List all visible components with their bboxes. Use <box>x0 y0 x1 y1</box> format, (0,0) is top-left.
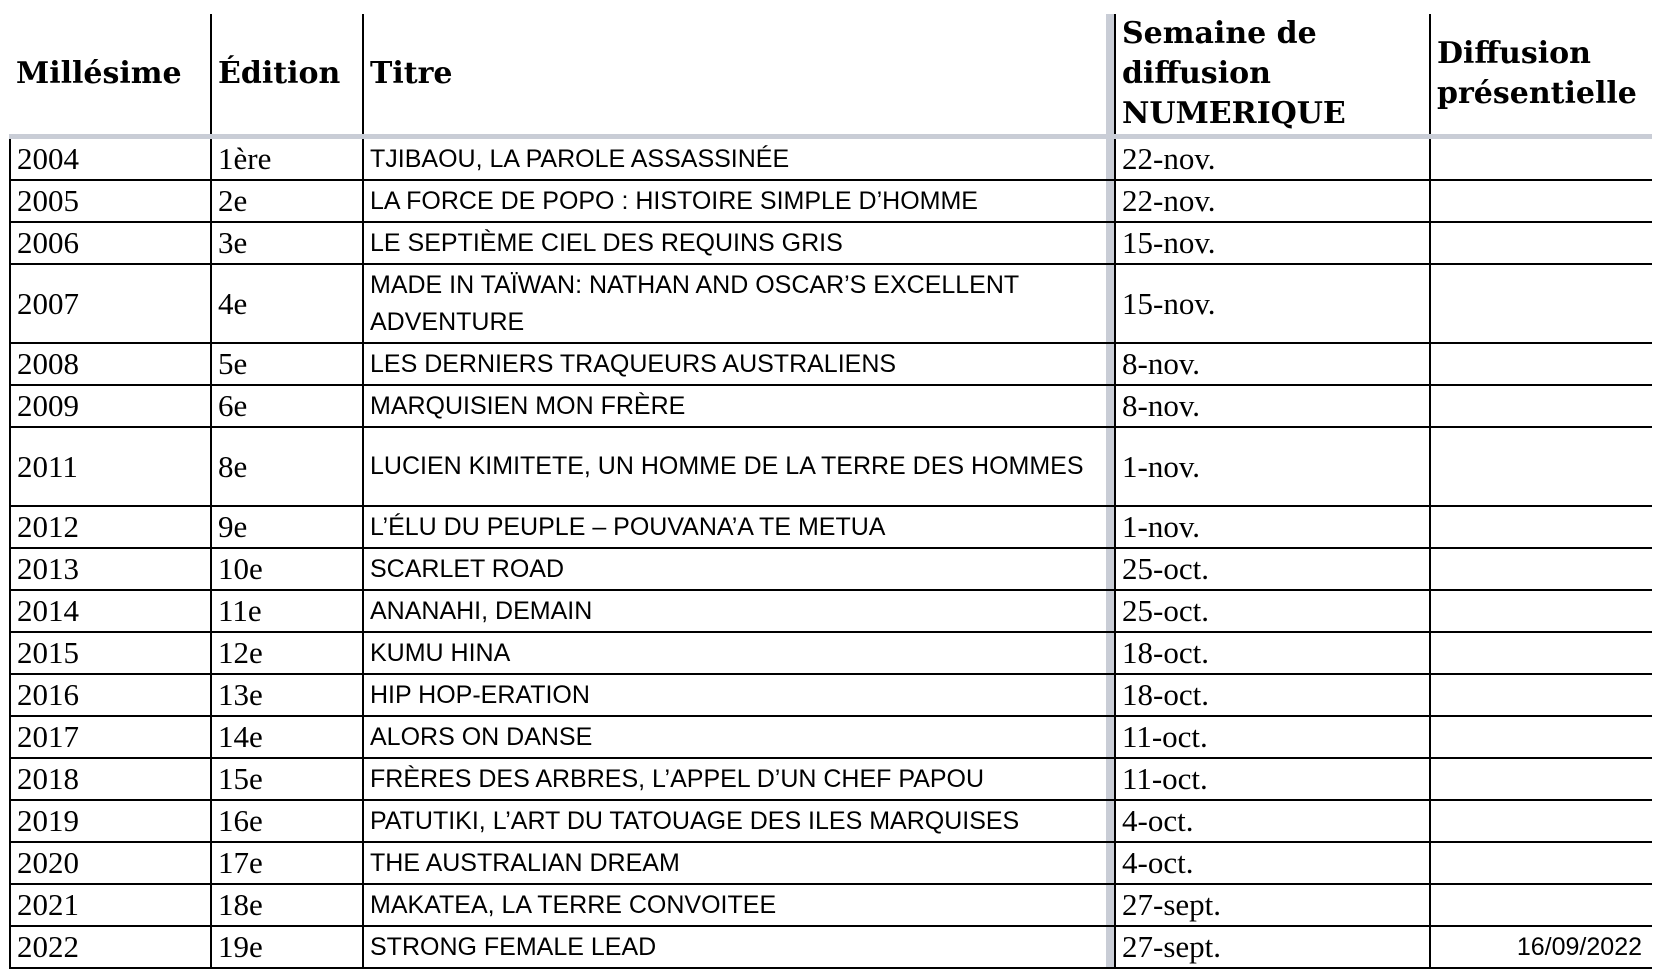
cell-digital-week: 18-oct. <box>1115 674 1430 716</box>
cell-year: 2014 <box>10 590 211 632</box>
cell-title: PATUTIKI, L’ART DU TATOUAGE DES ILES MARQUISES <box>363 800 1107 842</box>
broadcast-table-container <box>9 14 1651 969</box>
column-gap <box>1107 222 1115 264</box>
table-header-row <box>10 14 1652 137</box>
cell-year: 2018 <box>10 758 211 800</box>
cell-title: ANANAHI, DEMAIN <box>363 590 1107 632</box>
cell-edition: 1ère <box>211 137 363 181</box>
cell-year: 2022 <box>10 926 211 968</box>
cell-live-broadcast <box>1430 590 1652 632</box>
cell-live-broadcast <box>1430 674 1652 716</box>
cell-edition: 15e <box>211 758 363 800</box>
cell-edition: 10e <box>211 548 363 590</box>
column-gap <box>1107 716 1115 758</box>
cell-year: 2017 <box>10 716 211 758</box>
column-gap <box>1107 506 1115 548</box>
cell-digital-week: 4-oct. <box>1115 800 1430 842</box>
cell-live-broadcast <box>1430 548 1652 590</box>
cell-year: 2016 <box>10 674 211 716</box>
cell-digital-week: 27-sept. <box>1115 926 1430 968</box>
header-digital-week <box>1115 14 1430 137</box>
cell-title: FRÈRES DES ARBRES, L’APPEL D’UN CHEF PAPOU <box>363 758 1107 800</box>
column-gap <box>1107 14 1115 137</box>
cell-digital-week: 8-nov. <box>1115 385 1430 427</box>
cell-title: LES DERNIERS TRAQUEURS AUSTRALIENS <box>363 343 1107 385</box>
table-row <box>10 590 1652 632</box>
cell-title: LA FORCE DE POPO : HISTOIRE SIMPLE D’HOMME <box>363 180 1107 222</box>
cell-live-broadcast <box>1430 506 1652 548</box>
cell-live-broadcast <box>1430 427 1652 506</box>
cell-year: 2008 <box>10 343 211 385</box>
cell-edition: 6e <box>211 385 363 427</box>
cell-digital-week: 15-nov. <box>1115 264 1430 343</box>
cell-digital-week: 1-nov. <box>1115 427 1430 506</box>
broadcast-schedule-table <box>9 14 1652 969</box>
cell-live-broadcast <box>1430 385 1652 427</box>
header-live-broadcast <box>1430 14 1652 137</box>
table-row <box>10 842 1652 884</box>
cell-year: 2006 <box>10 222 211 264</box>
cell-year: 2007 <box>10 264 211 343</box>
cell-digital-week: 18-oct. <box>1115 632 1430 674</box>
header-digital-week-line1: Semaine de diffusion <box>1122 16 1317 91</box>
table-row <box>10 758 1652 800</box>
table-row <box>10 343 1652 385</box>
cell-live-broadcast <box>1430 758 1652 800</box>
cell-digital-week: 1-nov. <box>1115 506 1430 548</box>
column-gap <box>1107 884 1115 926</box>
cell-title: L’ÉLU DU PEUPLE – POUVANA’A TE METUA <box>363 506 1107 548</box>
column-gap <box>1107 758 1115 800</box>
header-live-broadcast-line2: présentielle <box>1437 76 1637 111</box>
cell-edition: 13e <box>211 674 363 716</box>
table-row <box>10 180 1652 222</box>
cell-year: 2004 <box>10 137 211 181</box>
cell-title: MARQUISIEN MON FRÈRE <box>363 385 1107 427</box>
table-row <box>10 264 1652 343</box>
cell-year: 2013 <box>10 548 211 590</box>
cell-year: 2012 <box>10 506 211 548</box>
cell-digital-week: 27-sept. <box>1115 884 1430 926</box>
table-row <box>10 222 1652 264</box>
cell-title: MAKATEA, LA TERRE CONVOITEE <box>363 884 1107 926</box>
column-gap <box>1107 800 1115 842</box>
cell-digital-week: 25-oct. <box>1115 548 1430 590</box>
header-digital-week-line2: NUMERIQUE <box>1122 96 1346 131</box>
cell-live-broadcast <box>1430 137 1652 181</box>
cell-year: 2019 <box>10 800 211 842</box>
cell-year: 2020 <box>10 842 211 884</box>
table-row <box>10 674 1652 716</box>
cell-edition: 8e <box>211 427 363 506</box>
cell-edition: 9e <box>211 506 363 548</box>
cell-digital-week: 11-oct. <box>1115 758 1430 800</box>
cell-title: HIP HOP-ERATION <box>363 674 1107 716</box>
cell-year: 2011 <box>10 427 211 506</box>
cell-digital-week: 8-nov. <box>1115 343 1430 385</box>
cell-digital-week: 25-oct. <box>1115 590 1430 632</box>
cell-digital-week: 4-oct. <box>1115 842 1430 884</box>
column-gap <box>1107 674 1115 716</box>
cell-title: SCARLET ROAD <box>363 548 1107 590</box>
header-year: Millésime <box>10 14 211 137</box>
cell-digital-week: 22-nov. <box>1115 180 1430 222</box>
cell-year: 2005 <box>10 180 211 222</box>
cell-edition: 17e <box>211 842 363 884</box>
column-gap <box>1107 180 1115 222</box>
table-row <box>10 884 1652 926</box>
cell-edition: 18e <box>211 884 363 926</box>
cell-title: LE SEPTIÈME CIEL DES REQUINS GRIS <box>363 222 1107 264</box>
column-gap <box>1107 427 1115 506</box>
cell-live-broadcast <box>1430 842 1652 884</box>
cell-live-broadcast <box>1430 180 1652 222</box>
column-gap <box>1107 548 1115 590</box>
cell-digital-week: 22-nov. <box>1115 137 1430 181</box>
table-row <box>10 926 1652 968</box>
table-row <box>10 632 1652 674</box>
cell-edition: 3e <box>211 222 363 264</box>
cell-live-broadcast <box>1430 343 1652 385</box>
cell-edition: 5e <box>211 343 363 385</box>
cell-live-broadcast <box>1430 884 1652 926</box>
cell-edition: 11e <box>211 590 363 632</box>
cell-title: KUMU HINA <box>363 632 1107 674</box>
cell-title: LUCIEN KIMITETE, UN HOMME DE LA TERRE DES HOMMES <box>363 427 1107 506</box>
cell-year: 2015 <box>10 632 211 674</box>
cell-live-broadcast <box>1430 264 1652 343</box>
table-row <box>10 427 1652 506</box>
column-gap <box>1107 590 1115 632</box>
column-gap <box>1107 137 1115 181</box>
cell-title: THE AUSTRALIAN DREAM <box>363 842 1107 884</box>
table-row <box>10 716 1652 758</box>
header-edition: Édition <box>211 14 363 137</box>
cell-live-broadcast <box>1430 222 1652 264</box>
cell-edition: 14e <box>211 716 363 758</box>
cell-edition: 12e <box>211 632 363 674</box>
table-row <box>10 385 1652 427</box>
cell-title: TJIBAOU, LA PAROLE ASSASSINÉE <box>363 137 1107 181</box>
header-title: Titre <box>363 14 1107 137</box>
column-gap <box>1107 264 1115 343</box>
table-row <box>10 137 1652 181</box>
column-gap <box>1107 926 1115 968</box>
cell-live-broadcast <box>1430 716 1652 758</box>
cell-digital-week: 15-nov. <box>1115 222 1430 264</box>
cell-edition: 19e <box>211 926 363 968</box>
cell-edition: 2e <box>211 180 363 222</box>
column-gap <box>1107 632 1115 674</box>
cell-live-broadcast <box>1430 800 1652 842</box>
cell-edition: 4e <box>211 264 363 343</box>
table-row <box>10 506 1652 548</box>
cell-digital-week: 11-oct. <box>1115 716 1430 758</box>
table-row <box>10 800 1652 842</box>
table-row <box>10 548 1652 590</box>
cell-year: 2009 <box>10 385 211 427</box>
header-live-broadcast-line1: Diffusion <box>1437 36 1591 71</box>
column-gap <box>1107 385 1115 427</box>
cell-title: MADE IN TAÏWAN: NATHAN AND OSCAR’S EXCELLENT ADVENTURE <box>363 264 1107 343</box>
cell-live-broadcast <box>1430 632 1652 674</box>
cell-title: STRONG FEMALE LEAD <box>363 926 1107 968</box>
column-gap <box>1107 842 1115 884</box>
cell-edition: 16e <box>211 800 363 842</box>
cell-live-broadcast: 16/09/2022 <box>1430 926 1652 968</box>
column-gap <box>1107 343 1115 385</box>
cell-year: 2021 <box>10 884 211 926</box>
cell-title: ALORS ON DANSE <box>363 716 1107 758</box>
